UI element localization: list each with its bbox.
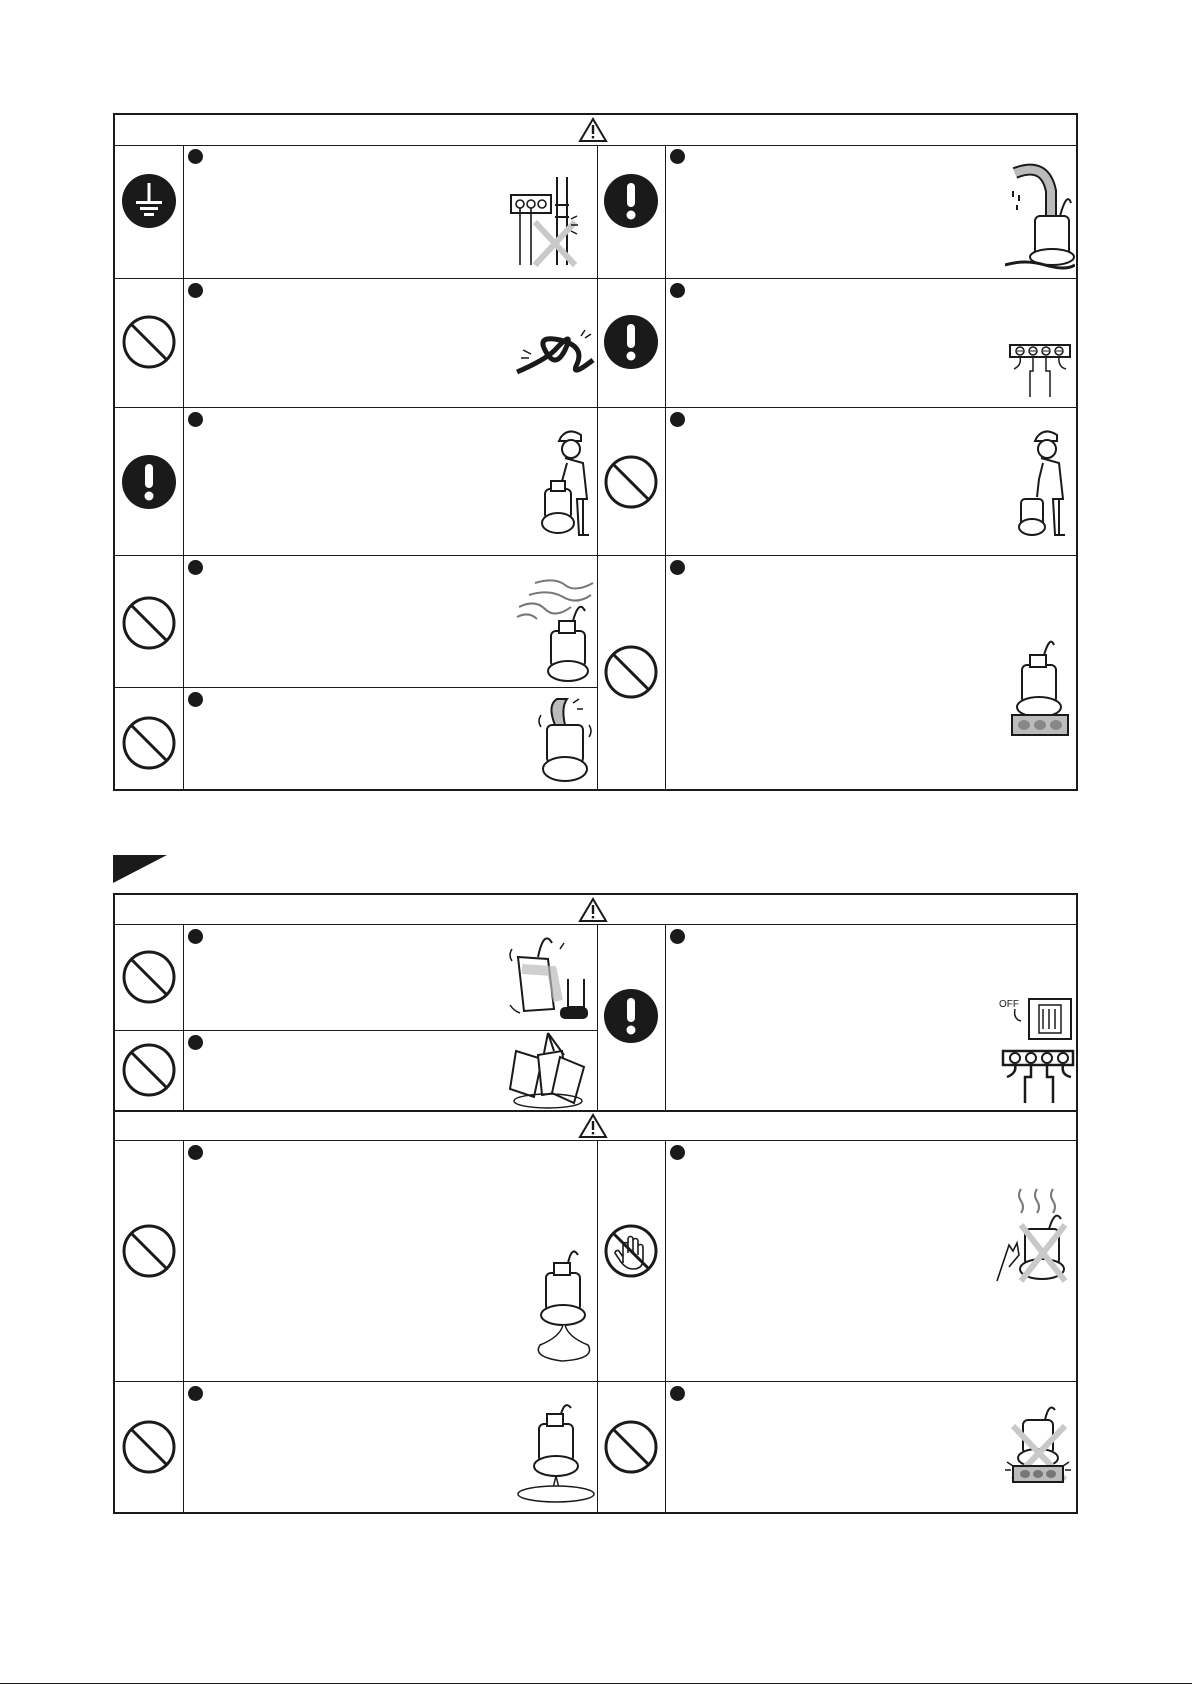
item-bullet <box>670 560 685 575</box>
prohibition-circle-icon <box>603 1419 659 1475</box>
warning-header <box>115 115 1076 146</box>
prohibition-circle-icon <box>121 1223 177 1279</box>
pump-on-block-illustration <box>1008 635 1074 739</box>
power-off-switch-illustration <box>995 995 1077 1105</box>
hot-pump-hand-illustration <box>995 1185 1077 1283</box>
warning-table-2 <box>113 893 1078 1514</box>
item-bullet <box>188 692 203 707</box>
item-bullet <box>188 1386 203 1401</box>
exclamation-mandatory-icon <box>121 454 177 510</box>
warning-header <box>115 895 1076 925</box>
pump-kicked-illustration <box>508 929 590 1027</box>
no-touch-hand-icon <box>603 1223 659 1279</box>
pump-on-puddle-illustration <box>515 1400 597 1504</box>
pump-with-hose-illustration <box>533 695 599 787</box>
section-flag-icon <box>113 855 167 883</box>
pump-on-mound-illustration <box>530 1245 600 1365</box>
worker-lifting-pump-illustration <box>539 427 599 539</box>
item-bullet <box>188 929 203 944</box>
item-bullet <box>188 412 203 427</box>
exclamation-mandatory-icon <box>603 173 659 229</box>
pumps-tipping-illustration <box>508 1031 590 1109</box>
prohibition-circle-icon <box>121 1419 177 1475</box>
item-bullet <box>188 283 203 298</box>
item-bullet <box>670 929 685 944</box>
item-bullet <box>670 1145 685 1160</box>
prohibition-circle-icon <box>121 314 177 370</box>
tangled-cord-illustration <box>515 320 595 380</box>
prohibition-circle-icon <box>121 1042 177 1098</box>
terminal-block-illustration <box>1008 343 1074 399</box>
exclamation-mandatory-icon <box>603 314 659 370</box>
item-bullet <box>188 149 203 164</box>
warning-table-1 <box>113 113 1078 791</box>
item-bullet <box>670 283 685 298</box>
warning-triangle-icon <box>578 117 608 143</box>
outlet-pipe-illustration <box>505 177 585 267</box>
prohibition-circle-icon <box>603 454 659 510</box>
item-bullet <box>670 412 685 427</box>
pump-fumes-illustration <box>515 577 595 685</box>
item-bullet <box>188 1035 203 1050</box>
ground-symbol-icon <box>121 173 177 229</box>
item-bullet <box>188 1145 203 1160</box>
prohibition-circle-icon <box>121 595 177 651</box>
off-label: OFF <box>999 999 1019 1010</box>
prohibition-circle-icon <box>603 644 659 700</box>
exclamation-mandatory-icon <box>603 988 659 1044</box>
item-bullet <box>188 560 203 575</box>
warning-triangle-icon <box>578 897 608 923</box>
item-bullet <box>670 149 685 164</box>
prohibition-circle-icon <box>121 715 177 771</box>
caution-header <box>115 1111 1076 1141</box>
footer-rule <box>0 1683 1192 1684</box>
item-bullet <box>670 1386 685 1401</box>
prohibition-circle-icon <box>121 949 177 1005</box>
worker-holding-cord-illustration <box>1017 427 1073 539</box>
warning-triangle-icon <box>578 1113 608 1139</box>
pump-leak-illustration <box>1005 161 1075 271</box>
pump-falling-block-illustration <box>1003 1400 1077 1490</box>
